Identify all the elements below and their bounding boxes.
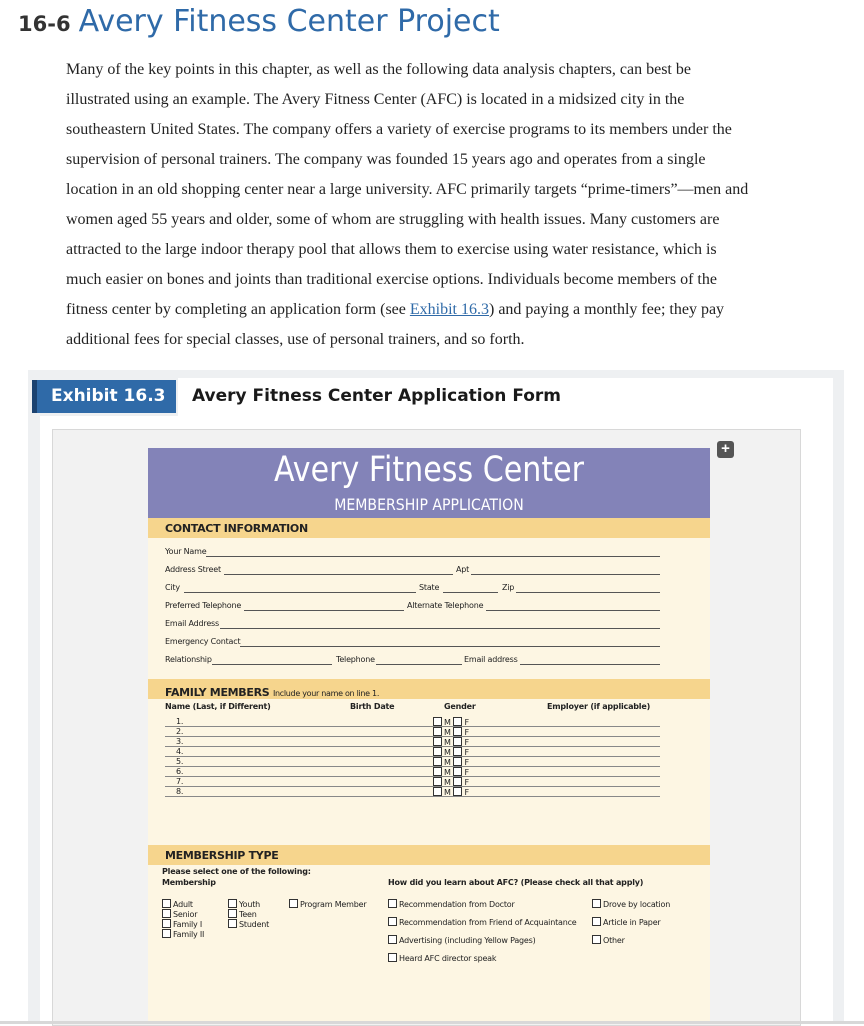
membership-band [148,845,710,865]
gender-female-label: F [464,738,470,747]
checkbox[interactable] [289,899,298,908]
gender-female-label: F [464,758,470,767]
gender-male-label: M [444,758,451,767]
emergency-label: Emergency Contact [165,637,241,646]
family-heading [165,686,379,699]
senior-option[interactable] [162,909,197,919]
gender-male-label: M [444,788,451,797]
checkbox[interactable] [388,935,397,944]
email-address-line [520,664,660,665]
checkbox[interactable] [162,899,171,908]
telephone-label: Telephone [336,655,375,664]
apt-label: Apt [456,565,470,574]
checkbox[interactable] [388,899,397,908]
adult-option[interactable] [162,899,193,909]
family-row-number: 5. [176,757,184,766]
form-title: Avery Fitness Center [273,450,585,490]
teen-option[interactable] [228,909,257,919]
checkbox-male[interactable] [433,777,442,786]
heard-doctor-option[interactable] [388,899,515,909]
checkbox-female[interactable] [453,787,462,796]
option-label: Recommendation from Friend of Acquaintance [399,918,577,927]
gender-male-label: M [444,778,451,787]
checkbox[interactable] [162,909,171,918]
option-label: Advertising (including Yellow Pages) [399,936,536,945]
checkbox[interactable] [592,935,601,944]
form-header [148,448,710,518]
intro-paragraph [66,55,826,355]
checkbox-male[interactable] [433,717,442,726]
contact-heading: CONTACT INFORMATION [165,522,308,535]
your-name-line [206,556,660,557]
zip-line [516,592,660,593]
paragraph-line: women aged 55 years and older, some of whom are struggling with health issues. Many customers are [66,211,720,228]
option-label: Senior [173,910,198,919]
col-gender-header: Gender [444,702,476,711]
checkbox-female[interactable] [453,717,462,726]
heard-other-option[interactable] [592,935,625,945]
city-line [184,592,416,593]
checkbox[interactable] [228,909,237,918]
gender-female-label: F [464,768,470,777]
option-label: Article in Paper [603,918,661,927]
gender-female-label: F [464,728,470,737]
family-row-line [165,726,660,727]
checkbox-male[interactable] [433,767,442,776]
family-row-number: 3. [176,737,184,746]
city-label: City [165,583,180,592]
relationship-line [212,664,332,665]
checkbox-female[interactable] [453,737,462,746]
membership-label: Membership [162,878,216,887]
option-label: Student [239,920,270,929]
family-row-number: 8. [176,787,184,796]
gender-female-label: F [464,778,470,787]
checkbox-female[interactable] [453,767,462,776]
family-heading-text: FAMILY MEMBERS [165,686,270,699]
family-heading-note: Include your name on line 1. [272,689,380,698]
emergency-line [240,646,660,647]
section-title: Avery Fitness Center Project [78,4,500,39]
gender-male-label: M [444,728,451,737]
relationship-label: Relationship [165,655,212,664]
family-ii-option[interactable] [162,929,204,939]
family-row-line [165,756,660,757]
preferred-phone-line [244,610,404,611]
gender-male-label: M [444,738,451,747]
email-address-label: Email address [464,655,518,664]
paragraph-line: Many of the key points in this chapter, as well as the following data analysis chapters, can best be [66,61,691,78]
your-name-label: Your Name [165,547,207,556]
option-label: Heard AFC director speak [399,954,497,963]
checkbox[interactable] [592,917,601,926]
paragraph-line: illustrated using an example. The Avery Fitness Center (AFC) is located in a midsized city in the [66,91,685,108]
family-row-number: 6. [176,767,184,776]
state-line [443,592,498,593]
checkbox-female[interactable] [453,747,462,756]
address-line [224,574,453,575]
heard-advertising-option[interactable] [388,935,536,945]
family-i-option[interactable] [162,919,202,929]
col-name-header: Name (Last, if Different) [165,702,271,711]
option-label: Teen [239,910,257,919]
checkbox[interactable] [162,919,171,928]
telephone-line [376,664,462,665]
paragraph-line: southeastern United States. The company offers a variety of exercise programs to its members under the [66,121,732,138]
checkbox[interactable] [228,919,237,928]
gender-female-label: F [464,748,470,757]
youth-option[interactable] [228,899,260,909]
zip-label: Zip [502,583,515,592]
program-member-option[interactable] [289,899,366,909]
family-row-line [165,776,660,777]
exhibit-title: Avery Fitness Center Application Form [192,386,562,406]
gender-female-label: F [464,788,470,797]
paragraph-line: supervision of personal trainers. The company was founded 15 years ago and operates from a single [66,151,706,168]
paragraph-line: location in an old shopping center near a large university. AFC primarily targets “prime-timers”—men and [66,181,749,198]
checkbox-male[interactable] [433,787,442,796]
option-label: Drove by location [603,900,671,909]
paragraph-text: fitness center by completing an application form (see [66,301,410,318]
option-label: Recommendation from Doctor [399,900,515,909]
paragraph-text: ) and paying a monthly fee; they pay [489,301,725,318]
checkbox[interactable] [388,953,397,962]
family-row-line [165,766,660,767]
family-row-line [165,736,660,737]
section-heading [18,4,500,39]
col-employer-header: Employer (if applicable) [547,702,651,711]
checkbox-male[interactable] [433,747,442,756]
paragraph-line [66,295,826,325]
email-label: Email Address [165,619,219,628]
checkbox-female[interactable] [453,757,462,766]
family-row-line [165,786,660,787]
option-label: Family I [173,920,203,929]
checkbox-male[interactable] [433,727,442,736]
heard-drove-option[interactable] [592,899,670,909]
expand-icon[interactable]: + [717,441,734,458]
checkbox-female[interactable] [453,727,462,736]
paragraph-line: much easier on bones and joints than traditional exercise options. Individuals become members of the [66,271,717,288]
address-street-label: Address Street [165,565,221,574]
option-label: Family II [173,930,205,939]
option-label: Adult [173,900,193,909]
checkbox-male[interactable] [433,737,442,746]
family-row-line [165,746,660,747]
how-heard-label: How did you learn about AFC? (Please check all that apply) [388,878,644,887]
heard-director-option[interactable] [388,953,496,963]
alternate-phone-line [486,610,660,611]
family-row-number: 1. [176,717,184,726]
gender-male-label: M [444,718,451,727]
checkbox[interactable] [162,929,171,938]
gender-female-label: F [464,718,470,727]
checkbox-female[interactable] [453,777,462,786]
heard-friend-option[interactable] [388,917,577,927]
membership-heading: MEMBERSHIP TYPE [165,849,279,862]
option-label: Program Member [300,900,367,909]
alternate-phone-label: Alternate Telephone [407,601,484,610]
family-row-number: 2. [176,727,184,736]
checkbox-male[interactable] [433,757,442,766]
state-label: State [419,583,440,592]
checkbox[interactable] [592,899,601,908]
apt-line [471,574,660,575]
preferred-phone-label: Preferred Telephone [165,601,242,610]
checkbox[interactable] [388,917,397,926]
heard-article-option[interactable] [592,917,661,927]
membership-instruction: Please select one of the following: [162,867,311,876]
gender-male-label: M [444,768,451,777]
student-option[interactable] [228,919,269,929]
contact-band [148,518,710,538]
email-line [220,628,660,629]
paragraph-line: additional fees for special classes, use of personal trainers, and so forth. [66,331,525,348]
family-row-line [165,796,660,797]
option-label: Youth [239,900,260,909]
exhibit-link[interactable]: Exhibit 16.3 [409,301,489,318]
section-number: 16-6 [18,12,71,36]
col-birth-header: Birth Date [350,702,395,711]
gender-male-label: M [444,748,451,757]
paragraph-line: attracted to the large indoor therapy pool that allows them to exercise using water resistance, which is [66,241,717,258]
checkbox[interactable] [228,899,237,908]
option-label: Other [603,936,625,945]
application-form [148,448,710,1024]
exhibit-label: Exhibit 16.3 [32,380,176,413]
family-row-number: 7. [176,777,184,786]
family-row-number: 4. [176,747,184,756]
form-subtitle: MEMBERSHIP APPLICATION [334,495,524,514]
